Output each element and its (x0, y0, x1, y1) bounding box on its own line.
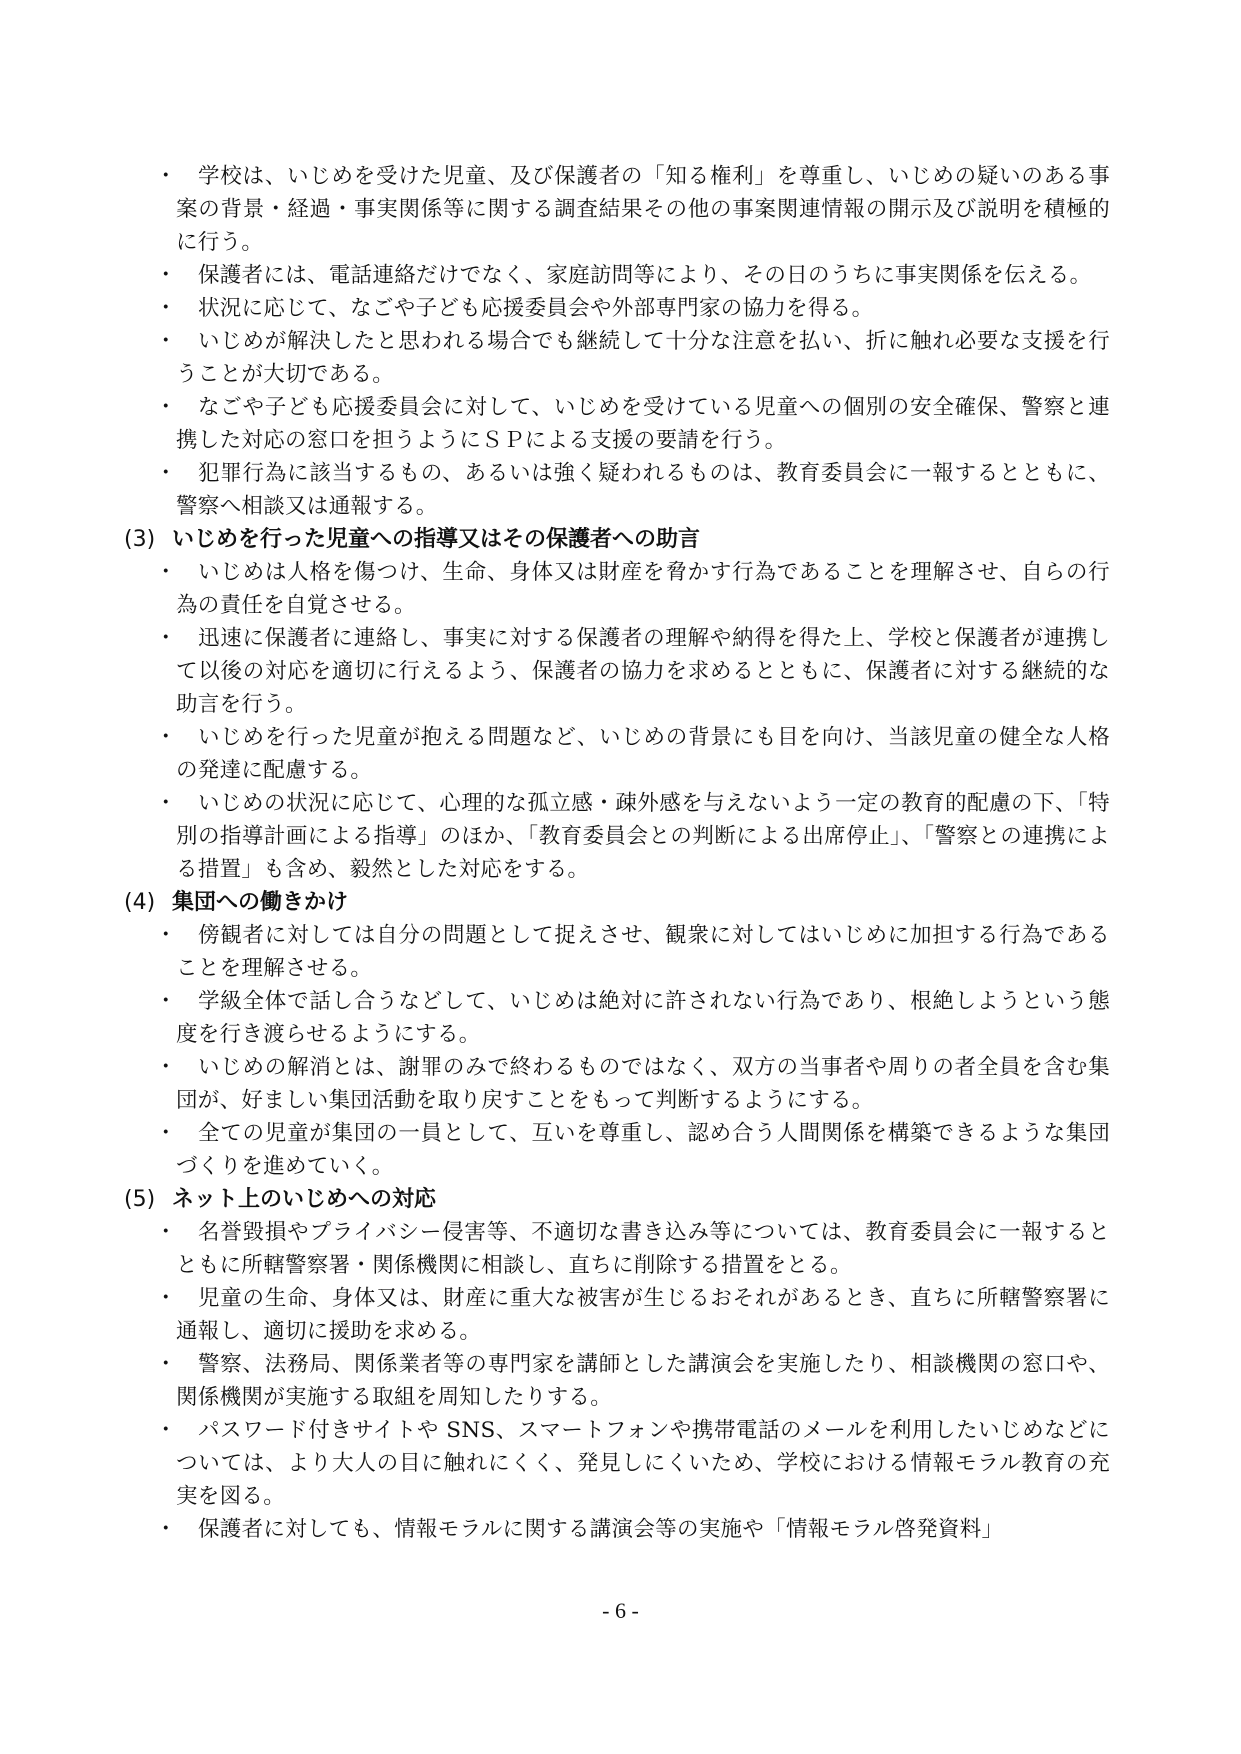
bullet-mark: ・ (155, 989, 177, 1014)
bullet-text: 状況に応じて、なごや子ども応援委員会や外部専門家の協力を得る。 (198, 296, 874, 321)
bullet-mark: ・ (155, 626, 177, 651)
bullet-text: 保護者に対しても、情報モラルに関する講演会等の実施や「情報モラル啓発資料」 (198, 1517, 1004, 1542)
section (124, 1183, 1110, 1546)
section (124, 886, 1110, 1183)
bullet-item (150, 1216, 1110, 1282)
bullet-mark: ・ (155, 1055, 177, 1080)
bullet-item (150, 391, 1110, 457)
section (150, 160, 1110, 523)
section-title: いじめを行った児童への指導又はその保護者への助言 (172, 527, 701, 552)
bullet-item (150, 1414, 1110, 1513)
bullet-mark: ・ (155, 1286, 177, 1311)
bullet-text: 全ての児童が集団の一員として、互いを尊重し、認め合う人間関係を構築できるような集団づくりを進めていく。 (176, 1121, 1110, 1179)
bullet-text: 傍観者に対しては自分の問題として捉えさせ、観衆に対してはいじめに加担する行為であることを理解させる。 (176, 923, 1110, 981)
section-title: 集団への働きかけ (172, 890, 349, 915)
section-number: (5) (124, 1187, 156, 1212)
document-body (124, 160, 1110, 1546)
bullet-text: パスワード付きサイトや SNS、スマートフォンや携帯電話のメールを利用したいじめなどについては、より大人の目に触れにくく、発見しにくいため、学校における情報モラル教育の充実を図る。 (176, 1418, 1110, 1509)
bullet-item (150, 325, 1110, 391)
section-title: ネット上のいじめへの対応 (172, 1187, 437, 1212)
bullet-item (150, 1282, 1110, 1348)
bullet-mark: ・ (155, 164, 177, 189)
bullet-item (150, 919, 1110, 985)
bullet-mark: ・ (155, 395, 177, 420)
section-number: (3) (124, 527, 156, 552)
section-number: (4) (124, 890, 156, 915)
bullet-text: いじめが解決したと思われる場合でも継続して十分な注意を払い、折に触れ必要な支援を行うことが大切である。 (176, 329, 1110, 387)
bullet-text: 迅速に保護者に連絡し、事実に対する保護者の理解や納得を得た上、学校と保護者が連携して以後の対応を適切に行えるよう、保護者の協力を求めるとともに、保護者に対する継続的な助言を行う。 (176, 626, 1110, 717)
bullet-text: いじめを行った児童が抱える問題など、いじめの背景にも目を向け、当該児童の健全な人格の発達に配慮する。 (176, 725, 1110, 783)
bullet-mark: ・ (155, 791, 177, 816)
bullet-item (150, 457, 1110, 523)
bullet-text: いじめの状況に応じて、心理的な孤立感・疎外感を与えないよう一定の教育的配慮の下、「特別の指導計画による指導」のほか、「教育委員会との判断による出席停止」、「警察との連携による措置」も含め、毅然とした対応をする。 (176, 791, 1110, 882)
section-heading (124, 523, 1110, 556)
bullet-item (150, 622, 1110, 721)
section-heading (124, 886, 1110, 919)
bullet-item (150, 721, 1110, 787)
bullet-item (150, 259, 1110, 292)
bullet-mark: ・ (155, 461, 177, 486)
bullet-mark: ・ (155, 1418, 177, 1443)
bullet-mark: ・ (155, 560, 177, 585)
bullet-mark: ・ (155, 923, 177, 948)
bullet-text: 学校は、いじめを受けた児童、及び保護者の「知る権利」を尊重し、いじめの疑いのある事案の背景・経過・事実関係等に関する調査結果その他の事案関連情報の開示及び説明を積極的に行う。 (176, 164, 1110, 255)
bullet-mark: ・ (155, 725, 177, 750)
bullet-mark: ・ (155, 329, 177, 354)
bullet-item (150, 985, 1110, 1051)
bullet-text: いじめは人格を傷つけ、生命、身体又は財産を脅かす行為であることを理解させ、自らの行為の責任を自覚させる。 (176, 560, 1110, 618)
bullet-text: 名誉毀損やプライバシー侵害等、不適切な書き込み等については、教育委員会に一報するとともに所轄警察署・関係機関に相談し、直ちに削除する措置をとる。 (176, 1220, 1110, 1278)
bullet-mark: ・ (155, 1121, 177, 1146)
bullet-text: いじめの解消とは、謝罪のみで終わるものではなく、双方の当事者や周りの者全員を含む集団が、好ましい集団活動を取り戻すことをもって判断するようにする。 (176, 1055, 1110, 1113)
page-number: - 6 - (602, 1598, 639, 1623)
bullet-text: 犯罪行為に該当するもの、あるいは強く疑われるものは、教育委員会に一報するとともに、警察へ相談又は通報する。 (176, 461, 1110, 519)
bullet-mark: ・ (155, 1517, 177, 1542)
bullet-text: 学級全体で話し合うなどして、いじめは絶対に許されない行為であり、根絶しようという態度を行き渡らせるようにする。 (176, 989, 1110, 1047)
bullet-item (150, 160, 1110, 259)
bullet-mark: ・ (155, 1352, 177, 1377)
bullet-mark: ・ (155, 296, 177, 321)
bullet-mark: ・ (155, 1220, 177, 1245)
bullet-mark: ・ (155, 263, 177, 288)
bullet-text: 警察、法務局、関係業者等の専門家を講師とした講演会を実施したり、相談機関の窓口や、関係機関が実施する取組を周知したりする。 (176, 1352, 1110, 1410)
bullet-text: 保護者には、電話連絡だけでなく、家庭訪問等により、その日のうちに事実関係を伝える。 (198, 263, 1092, 288)
bullet-item (150, 1117, 1110, 1183)
section (124, 523, 1110, 886)
bullet-item (150, 556, 1110, 622)
section-heading (124, 1183, 1110, 1216)
bullet-item (150, 1348, 1110, 1414)
bullet-text: なごや子ども応援委員会に対して、いじめを受けている児童への個別の安全確保、警察と連携した対応の窓口を担うようにＳＰによる支援の要請を行う。 (176, 395, 1110, 453)
bullet-item (150, 1051, 1110, 1117)
bullet-text: 児童の生命、身体又は、財産に重大な被害が生じるおそれがあるとき、直ちに所轄警察署に通報し、適切に援助を求める。 (176, 1286, 1110, 1344)
bullet-item (150, 292, 1110, 325)
bullet-item (150, 1513, 1110, 1546)
bullet-item (150, 787, 1110, 886)
